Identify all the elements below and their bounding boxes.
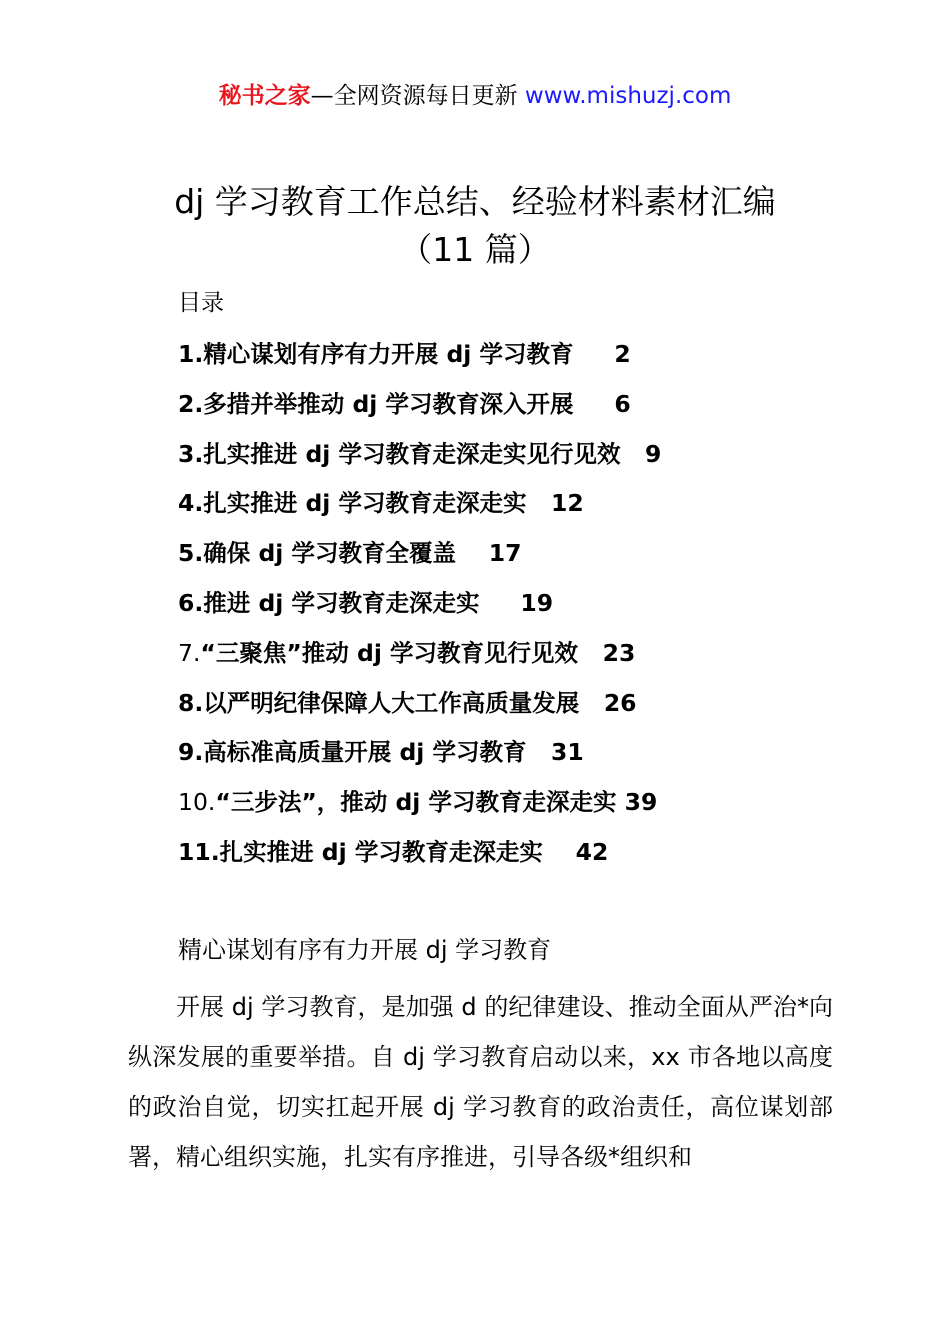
toc-item-text: 8.以严明纪律保障人大工作高质量发展 26 (178, 688, 637, 717)
toc-item-3 (178, 436, 878, 486)
page-header (0, 80, 950, 112)
section-title: 精心谋划有序有力开展 dj 学习教育 (178, 936, 552, 964)
toc-item-text: “三聚焦”推动 dj 学习教育见行见效 23 (200, 638, 636, 667)
toc-heading: 目录 (178, 290, 224, 316)
toc-item-text: 11.扎实推进 dj 学习教育走深走实 42 (178, 837, 609, 866)
toc-item-text: 3.扎实推进 dj 学习教育走深走实见行见效 9 (178, 439, 662, 468)
site-url: www.mishuzj.com (524, 83, 732, 109)
toc-item-8 (178, 685, 878, 735)
title-line-2: （11 篇） (399, 230, 551, 269)
toc-item-prefix: 10. (178, 788, 216, 817)
toc-item-9 (178, 734, 878, 784)
header-tagline: —全网资源每日更新 (310, 83, 525, 109)
toc-item-5 (178, 535, 878, 585)
toc-item-11 (178, 834, 878, 884)
toc-item-6 (178, 585, 878, 635)
toc-item-text: “三步法”，推动 dj 学习教育走深走实 39 (215, 788, 658, 817)
toc-item-text: 4.扎实推进 dj 学习教育走深走实 12 (178, 489, 584, 518)
toc-item-prefix: 7. (178, 638, 201, 667)
toc-item-text: 6.推进 dj 学习教育走深走实 19 (178, 588, 554, 617)
toc-item-text: 9.高标准高质量开展 dj 学习教育 31 (178, 738, 584, 767)
toc-item-text: 1.精心谋划有序有力开展 dj 学习教育 2 (178, 340, 631, 368)
toc-item-2 (178, 386, 878, 436)
toc-item-text: 2.多措并举推动 dj 学习教育深入开展 6 (178, 389, 631, 418)
toc-item-1 (178, 336, 878, 386)
toc-item-10 (178, 784, 878, 834)
document-title (0, 178, 950, 274)
table-of-contents (178, 336, 878, 884)
title-line-1: dj 学习教育工作总结、经验材料素材汇编 (174, 182, 776, 221)
toc-item-4 (178, 485, 878, 535)
toc-item-7 (178, 635, 878, 685)
toc-item-text: 5.确保 dj 学习教育全覆盖 17 (178, 539, 522, 568)
body-paragraph: 开展 dj 学习教育，是加强 d 的纪律建设、推动全面从严治*向纵深发展的重要举措。自 dj 学习教育启动以来，xx 市各地以高度的政治自觉，切实扛起开展 dj 学习教育的政治责任，高位谋划部署，精心组织实施，扎实有序推进，引导各级*组织和 (128, 993, 833, 1171)
brand-name: 秘书之家 (218, 83, 311, 109)
